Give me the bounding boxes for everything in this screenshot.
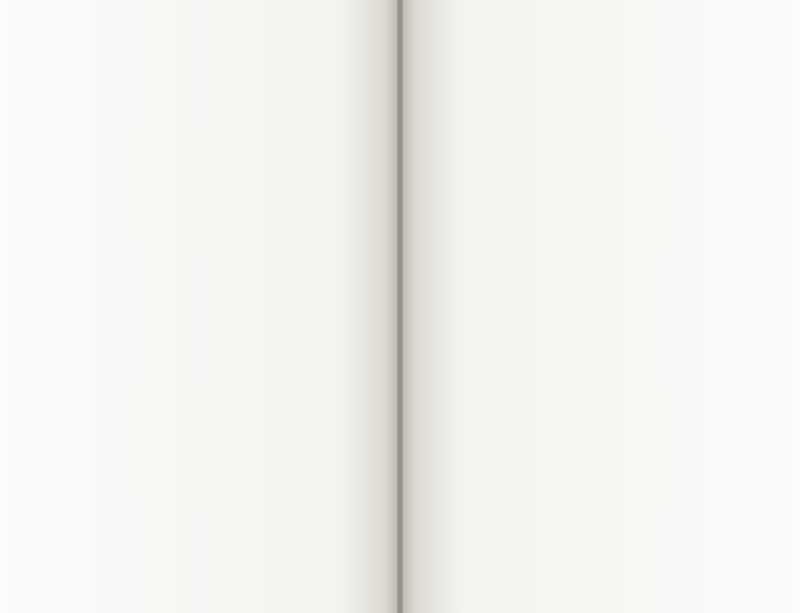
book-gutter — [397, 0, 403, 613]
left-page-text — [30, 24, 372, 38]
right-page — [400, 0, 800, 613]
